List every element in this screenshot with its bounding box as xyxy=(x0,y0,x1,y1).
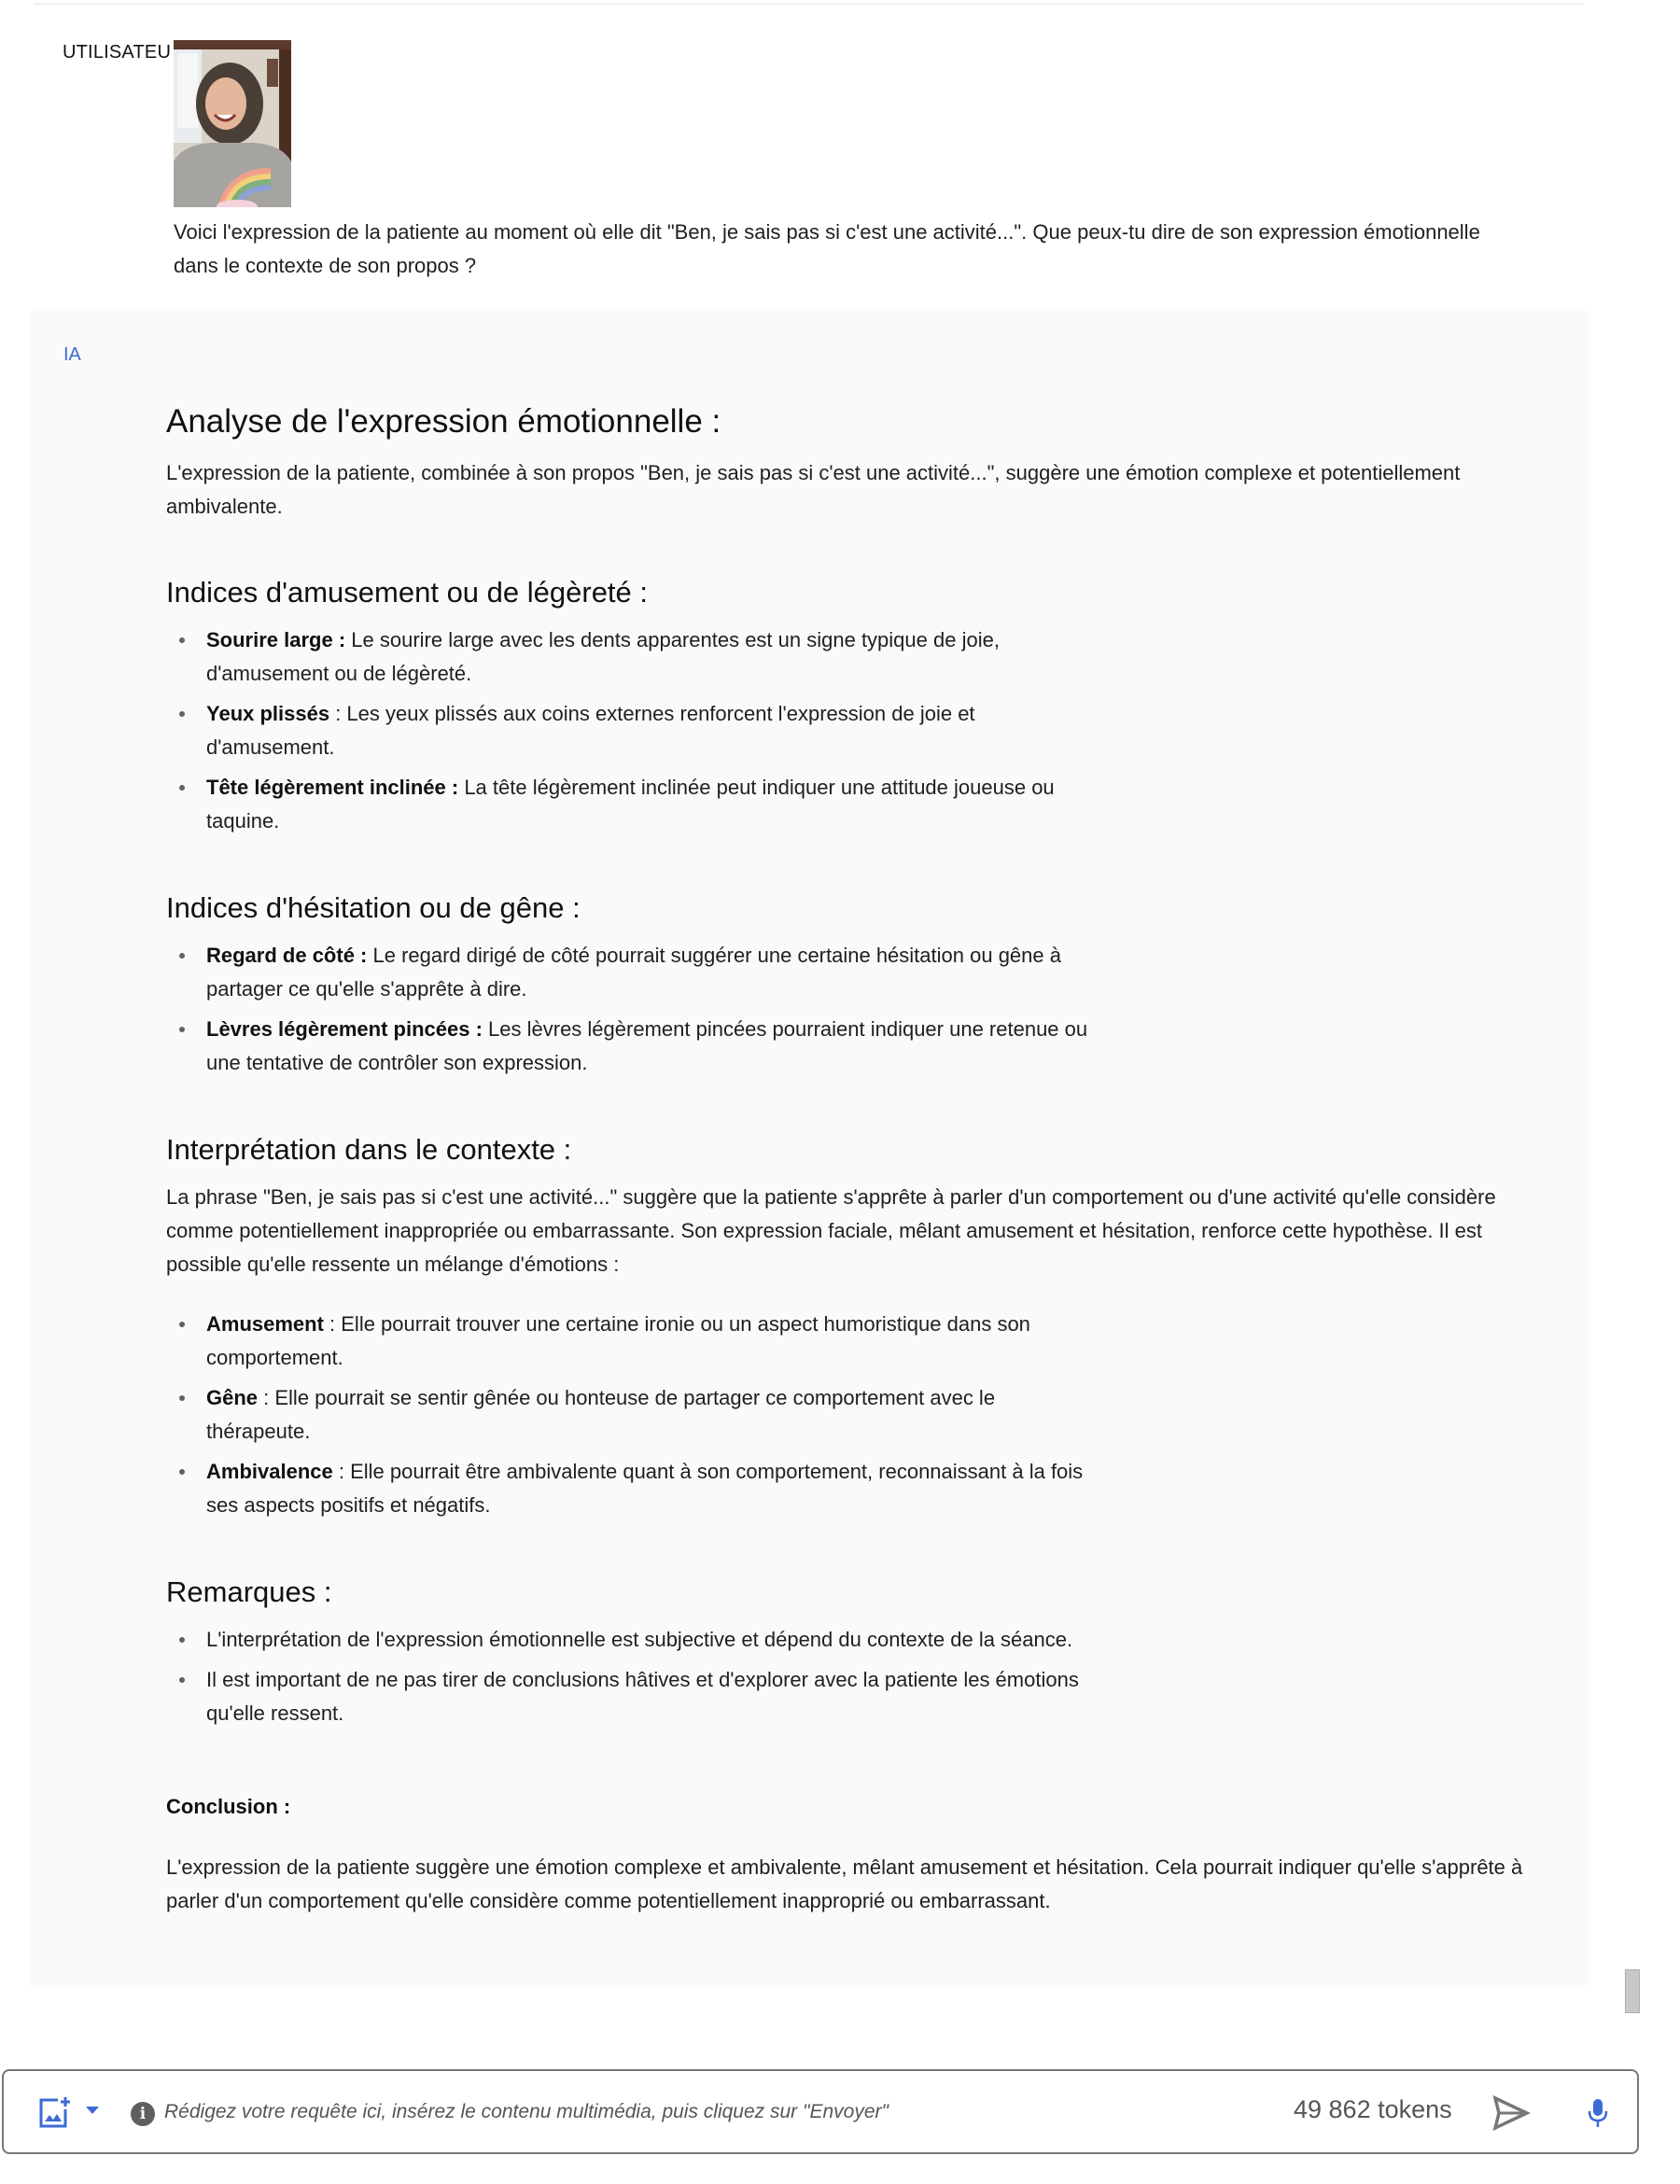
prompt-input[interactable] xyxy=(164,2095,1238,2129)
patient-photo xyxy=(174,40,291,207)
emotions-list xyxy=(166,1308,1099,1529)
remarks-list xyxy=(166,1623,1099,1737)
microphone-button[interactable] xyxy=(1588,2098,1608,2128)
insert-media-button[interactable] xyxy=(37,2096,71,2130)
user-attached-image[interactable] xyxy=(174,40,291,207)
section-heading-interpretation: Interprétation dans le contexte : xyxy=(166,1133,572,1166)
section-heading-hesitation: Indices d'hésitation ou de gêne : xyxy=(166,891,581,924)
hesitation-list xyxy=(166,939,1099,1086)
send-button[interactable] xyxy=(1491,2094,1531,2132)
item-label: Lèvres légèrement pincées : xyxy=(206,1017,483,1041)
add-photo-icon xyxy=(37,2096,71,2130)
caret-down-icon[interactable] xyxy=(86,2107,99,2114)
item-label: Yeux plissés xyxy=(206,702,330,725)
section-heading-amusement: Indices d'amusement ou de légèreté : xyxy=(166,576,649,609)
list-item xyxy=(166,939,1099,1006)
bullet-icon xyxy=(179,1027,185,1032)
item-label: Ambivalence xyxy=(206,1460,333,1483)
user-message-text: Voici l'expression de la patiente au moment où elle dit "Ben, je sais pas si c'est une activité...". Que peux-tu dire de son expression émotionnelle dans le contexte de son propos ? xyxy=(174,220,1480,277)
token-count: 49 862 tokens xyxy=(1294,2095,1452,2123)
bullet-icon xyxy=(179,637,185,643)
item-text: Le regard dirigé de côté pourrait suggérer une certaine hésitation ou gêne à partager ce qu'elle s'apprête à dire. xyxy=(206,944,1061,1001)
amusement-list xyxy=(166,623,1099,845)
item-label: Gêne xyxy=(206,1386,259,1409)
info-icon[interactable]: i xyxy=(131,2102,155,2126)
item-label: Regard de côté : xyxy=(206,944,368,967)
item-label: Amusement xyxy=(206,1312,324,1336)
item-text: : Les yeux plissés aux coins externes renforcent l'expression de joie et d'amusement. xyxy=(206,702,975,759)
list-item xyxy=(166,697,1099,764)
user-role-label: UTILISATEU xyxy=(63,42,172,63)
bullet-icon xyxy=(179,1469,185,1475)
list-item xyxy=(166,1455,1099,1522)
ai-message-panel xyxy=(29,309,1589,1988)
item-label: Sourire large : xyxy=(206,628,346,651)
item-text: Les lèvres légèrement pincées pourraient indiquer une retenue ou une tentative de contrôler son expression. xyxy=(206,1017,1088,1074)
list-item xyxy=(166,771,1099,838)
conclusion-paragraph: L'expression de la patiente suggère une émotion complexe et ambivalente, mêlant amusement et hésitation. Cela pourrait indiquer qu'elle s'apprête à parler d'un comportement qu'elle considère comme potentiellement inapproprié ou embarrassant. xyxy=(166,1855,1523,1912)
bullet-icon xyxy=(179,1637,185,1643)
scrollbar-thumb[interactable] xyxy=(1625,1969,1640,2013)
bullet-icon xyxy=(179,1677,185,1683)
top-divider xyxy=(35,3,1584,6)
section-heading-remarks: Remarques : xyxy=(166,1575,332,1608)
item-text: Le sourire large avec les dents apparentes est un signe typique de joie, d'amusement ou de légèreté. xyxy=(206,628,1000,685)
list-item xyxy=(166,1013,1099,1080)
item-text: L'interprétation de l'expression émotionnelle est subjective et dépend du contexte de la séance. xyxy=(206,1628,1073,1651)
list-item xyxy=(166,623,1099,691)
list-item xyxy=(166,1623,1099,1657)
list-item xyxy=(166,1381,1099,1449)
bullet-icon xyxy=(179,1322,185,1327)
bullet-icon xyxy=(179,953,185,959)
item-text: : Elle pourrait être ambivalente quant à son comportement, reconnaissant à la fois ses aspects positifs et négatifs. xyxy=(206,1460,1084,1517)
item-label: Tête légèrement inclinée : xyxy=(206,776,459,799)
item-text: Il est important de ne pas tirer de conclusions hâtives et d'explorer avec la patiente les émotions qu'elle ressent. xyxy=(206,1668,1079,1725)
send-icon xyxy=(1491,2094,1531,2132)
bullet-icon xyxy=(179,785,185,791)
intro-paragraph: L'expression de la patiente, combinée à son propos "Ben, je sais pas si c'est une activité...", suggère une émotion complexe et potentiellement ambivalente. xyxy=(166,461,1461,518)
response-title: Analyse de l'expression émotionnelle : xyxy=(166,403,721,440)
bullet-icon xyxy=(179,1395,185,1401)
conclusion-label: Conclusion : xyxy=(166,1795,291,1818)
list-item xyxy=(166,1663,1099,1730)
ai-role-label: IA xyxy=(63,344,81,365)
list-item xyxy=(166,1308,1099,1375)
interpretation-paragraph: La phrase "Ben, je sais pas si c'est une activité..." suggère que la patiente s'apprête à parler d'un comportement ou d'une activité qu'elle considère comme potentiellement inappropriée ou embarrassante. Son expression faciale, mêlant amusement et hésitation, renforce cette hypothèse. Il est possible qu'elle ressente un mélange d'émotions : xyxy=(166,1185,1496,1276)
prompt-composer xyxy=(2,2069,1639,2154)
bullet-icon xyxy=(179,711,185,717)
item-text: La tête légèrement inclinée peut indiquer une attitude joueuse ou taquine. xyxy=(206,776,1055,833)
item-text: : Elle pourrait trouver une certaine ironie ou un aspect humoristique dans son comportement. xyxy=(206,1312,1030,1369)
item-text: : Elle pourrait se sentir gênée ou honteuse de partager ce comportement avec le thérapeute. xyxy=(206,1386,996,1443)
microphone-icon xyxy=(1588,2098,1608,2128)
